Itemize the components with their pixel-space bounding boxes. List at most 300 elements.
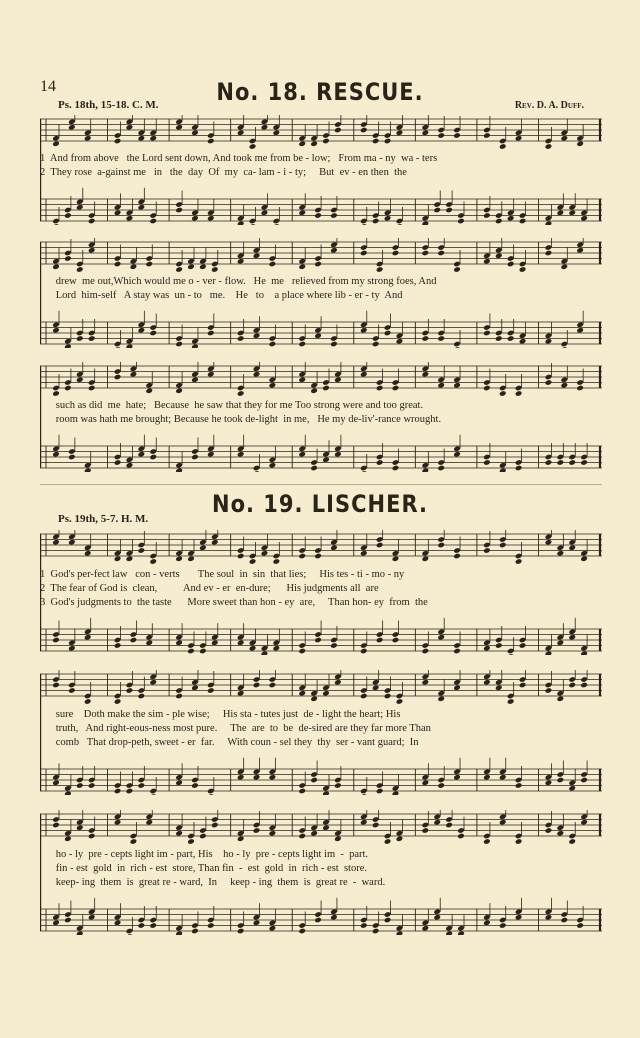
hymn-19-lyric-1-1: 1 God's per-fect law con - verts The soul in sin that lies; His tes - ti - mo - ny	[40, 569, 405, 580]
note-head	[298, 209, 306, 216]
note-head	[322, 385, 330, 392]
note-head	[207, 215, 215, 222]
note-head	[84, 135, 92, 142]
note-head	[88, 247, 96, 254]
note-head	[453, 382, 461, 389]
note-head	[334, 376, 342, 383]
note-head	[138, 782, 146, 789]
note-head	[64, 385, 72, 392]
note-head	[515, 558, 523, 565]
note-head	[249, 143, 257, 150]
note-head	[360, 470, 368, 472]
note-head	[126, 933, 134, 935]
note-head	[145, 387, 153, 394]
note-head	[149, 679, 157, 686]
note-head	[576, 247, 584, 254]
note-head	[175, 555, 183, 562]
note-head	[314, 261, 322, 268]
note-head	[253, 682, 261, 689]
note-head	[396, 698, 404, 705]
note-head	[149, 218, 157, 225]
note-head	[298, 788, 306, 795]
note-head	[88, 914, 96, 921]
note-head	[422, 129, 430, 136]
note-head	[437, 132, 445, 139]
note-head	[557, 209, 565, 216]
note-head	[580, 459, 588, 466]
note-head	[237, 335, 245, 342]
note-head	[298, 690, 306, 697]
note-head	[52, 451, 60, 458]
note-head	[545, 914, 553, 921]
note-head	[130, 371, 138, 378]
bass-staff	[40, 188, 602, 225]
note-head	[422, 250, 430, 257]
note-head	[576, 327, 584, 334]
note-head	[495, 252, 503, 259]
note-head	[253, 371, 261, 378]
note-head	[495, 335, 503, 342]
note-head	[64, 212, 72, 219]
note-head	[372, 928, 380, 935]
note-head	[114, 819, 122, 826]
hymn-18-meter: Ps. 18th, 15-18. C. M.	[58, 99, 159, 111]
note-head	[68, 645, 76, 652]
note-head	[314, 917, 322, 924]
note-head	[237, 690, 245, 697]
note-head	[360, 250, 368, 257]
note-head	[384, 215, 392, 222]
note-head	[372, 218, 380, 225]
note-head	[88, 833, 96, 840]
note-head	[253, 919, 261, 926]
note-head	[207, 451, 215, 458]
note-head	[261, 209, 269, 216]
note-head	[483, 258, 491, 265]
bass-staff	[40, 898, 602, 935]
note-head	[298, 263, 306, 270]
note-head	[392, 637, 400, 644]
note-head	[138, 204, 146, 211]
note-head	[314, 637, 322, 644]
note-head	[392, 385, 400, 392]
note-head	[433, 819, 441, 826]
note-head	[175, 341, 183, 348]
note-head	[84, 698, 92, 705]
note-head	[261, 124, 269, 131]
note-head	[253, 252, 261, 259]
note-head	[568, 634, 576, 641]
note-head	[138, 135, 146, 142]
note-head	[68, 124, 76, 131]
note-head	[175, 830, 183, 837]
note-head	[138, 693, 146, 700]
hymn-19-lyric-2-1: sure Doth make the sim - ple wise; His sta - tutes just de - light the heart; His	[40, 709, 401, 720]
note-head	[330, 247, 338, 254]
bass-staff	[40, 311, 602, 348]
note-head	[76, 782, 84, 789]
note-head	[545, 459, 553, 466]
note-head	[253, 470, 261, 472]
bass-staff	[40, 758, 602, 795]
note-head	[568, 838, 576, 845]
note-head	[130, 838, 138, 845]
hymn-19-system-3	[40, 810, 602, 935]
note-head	[322, 456, 330, 463]
note-head	[211, 539, 219, 546]
note-head	[84, 550, 92, 557]
note-head	[457, 218, 465, 225]
note-head	[207, 330, 215, 337]
note-head	[76, 266, 84, 273]
hymn-19-lyric-1-2: 2 The fear of God is clean, And ev - er en-dure; His judgments all are	[40, 583, 379, 594]
note-head	[396, 338, 404, 345]
note-head	[298, 553, 306, 560]
note-head	[52, 822, 60, 829]
note-head	[207, 687, 215, 694]
note-head	[580, 215, 588, 222]
note-head	[187, 263, 195, 270]
note-head	[499, 922, 507, 929]
note-head	[445, 822, 453, 829]
note-head	[114, 788, 122, 795]
note-head	[515, 135, 523, 142]
note-head	[175, 779, 183, 786]
note-head	[437, 335, 445, 342]
note-head	[211, 822, 219, 829]
note-head	[273, 645, 281, 652]
note-head	[396, 223, 404, 225]
note-head	[269, 682, 277, 689]
note-head	[191, 129, 199, 136]
note-head	[249, 223, 257, 225]
hymn-19-title: No. 19. LISCHER.	[212, 490, 428, 518]
note-head	[310, 465, 318, 472]
note-head	[314, 332, 322, 339]
note-head	[273, 129, 281, 136]
note-head	[330, 642, 338, 649]
note-head	[545, 687, 553, 694]
treble-staff	[40, 810, 602, 845]
note-head	[207, 371, 215, 378]
note-head	[483, 774, 491, 781]
note-head	[507, 698, 515, 705]
note-head	[84, 634, 92, 641]
note-head	[561, 917, 569, 924]
note-head	[396, 129, 404, 136]
note-head	[237, 451, 245, 458]
note-head	[576, 922, 584, 929]
note-head	[64, 917, 72, 924]
note-head	[145, 261, 153, 268]
hymn-19-lyric-2-3: comb That drop-peth, sweet - er far. With coun - sel they thy ser - vant guard; In	[40, 737, 419, 748]
note-head	[580, 819, 588, 826]
note-head	[437, 465, 445, 472]
note-head	[207, 922, 215, 929]
note-head	[580, 777, 588, 784]
note-head	[519, 642, 527, 649]
hymn-18-lyric-1-1: 1 And from above the Lord sent down, And took me from be - low; From ma - ny wa - ters	[40, 153, 438, 164]
note-head	[495, 218, 503, 225]
hymn-18-system-1	[40, 115, 602, 225]
note-head	[68, 687, 76, 694]
note-head	[253, 827, 261, 834]
note-head	[576, 140, 584, 147]
note-head	[483, 459, 491, 466]
note-head	[138, 451, 146, 458]
note-head	[52, 779, 60, 786]
note-head	[237, 553, 245, 560]
note-head	[507, 261, 515, 268]
note-head	[507, 335, 515, 342]
note-head	[76, 335, 84, 342]
note-head	[175, 207, 183, 214]
note-head	[273, 558, 281, 565]
note-head	[499, 774, 507, 781]
note-head	[330, 914, 338, 921]
note-head	[384, 917, 392, 924]
note-head	[360, 819, 368, 826]
note-head	[187, 555, 195, 562]
hymn-19-system-2	[40, 670, 602, 795]
note-head	[483, 132, 491, 139]
note-head	[545, 539, 553, 546]
note-head	[376, 788, 384, 795]
note-head	[507, 653, 515, 655]
note-head	[360, 550, 368, 557]
note-head	[191, 684, 199, 691]
note-head	[310, 830, 318, 837]
hymn-18-lyric-2-2: Lord him-self A stay was un - to me. He to a place where lib - er - ty And	[40, 290, 403, 301]
note-head	[561, 135, 569, 142]
note-head	[191, 376, 199, 383]
note-head	[138, 922, 146, 929]
hymn-18-lyric-3-2: room was hath me brought; Because he took de-light in me, He my de-liv'-rance wrought.	[40, 414, 442, 425]
hymn-19-lyric-1-3: 3 God's judgments to the taste More sweet than hon - ey are, Than hon- ey from the	[40, 597, 428, 608]
note-head	[330, 341, 338, 348]
note-head	[384, 693, 392, 700]
note-head	[360, 693, 368, 700]
note-head	[175, 124, 183, 131]
note-head	[298, 451, 306, 458]
treble-staff	[40, 670, 602, 705]
note-head	[298, 341, 306, 348]
note-head	[515, 782, 523, 789]
note-head	[273, 223, 281, 225]
note-head	[149, 135, 157, 142]
note-head	[269, 925, 277, 932]
note-head	[330, 544, 338, 551]
note-head	[519, 218, 527, 225]
note-head	[568, 785, 576, 792]
note-head	[495, 684, 503, 691]
hymn-18-system-2	[40, 238, 602, 348]
note-head	[68, 454, 76, 461]
note-head	[298, 928, 306, 935]
note-head	[576, 385, 584, 392]
note-head	[422, 827, 430, 834]
note-head	[149, 330, 157, 337]
note-head	[114, 261, 122, 268]
note-head	[249, 558, 257, 565]
hymn-18-author: Rev. D. A. Duff.	[514, 100, 584, 111]
note-head	[76, 204, 84, 211]
note-head	[445, 207, 453, 214]
note-head	[483, 919, 491, 926]
note-head	[568, 209, 576, 216]
note-head	[126, 687, 134, 694]
note-head	[360, 327, 368, 334]
note-head	[545, 827, 553, 834]
note-head	[519, 266, 527, 273]
note-head	[422, 555, 430, 562]
note-head	[298, 648, 306, 655]
note-head	[322, 824, 330, 831]
treble-staff	[40, 238, 602, 273]
note-head	[126, 215, 134, 222]
note-head	[384, 138, 392, 145]
note-head	[88, 782, 96, 789]
note-head	[499, 390, 507, 397]
note-head	[360, 127, 368, 134]
note-head	[298, 140, 306, 147]
note-head	[237, 835, 245, 842]
note-head	[372, 138, 380, 145]
note-head	[191, 454, 199, 461]
hymn-19-lyric-3-2: fin - est gold in rich - est store, Than fin - est gold in rich - est store.	[40, 863, 367, 874]
note-head	[114, 642, 122, 649]
note-head	[557, 639, 565, 646]
note-head	[376, 459, 384, 466]
note-head	[114, 209, 122, 216]
note-head	[392, 250, 400, 257]
hymn-18-title: No. 18. RESCUE.	[216, 78, 424, 106]
note-head	[457, 833, 465, 840]
note-head	[149, 922, 157, 929]
note-head	[269, 462, 277, 469]
note-head	[237, 129, 245, 136]
note-head	[330, 212, 338, 219]
note-head	[334, 127, 342, 134]
note-head	[175, 693, 183, 700]
note-head	[76, 376, 84, 383]
note-head	[392, 555, 400, 562]
note-head	[52, 223, 60, 225]
note-head	[130, 637, 138, 644]
hymn-18-lyric-3-1: such as did me hate; Because he saw that they for me Too strong were and too great.	[40, 400, 424, 411]
treble-staff	[40, 362, 602, 397]
note-head	[114, 555, 122, 562]
note-head	[298, 376, 306, 383]
note-head	[68, 539, 76, 546]
note-head	[52, 327, 60, 334]
note-head	[114, 374, 122, 381]
note-head	[130, 263, 138, 270]
note-head	[545, 250, 553, 257]
note-head	[483, 385, 491, 392]
note-head	[114, 346, 122, 348]
note-head	[515, 465, 523, 472]
note-head	[372, 822, 380, 829]
note-head	[114, 698, 122, 705]
note-head	[453, 648, 461, 655]
note-head	[422, 679, 430, 686]
note-head	[175, 387, 183, 394]
note-head	[52, 539, 60, 546]
note-head	[483, 547, 491, 554]
note-head	[437, 634, 445, 641]
note-head	[437, 695, 445, 702]
note-head	[149, 454, 157, 461]
hymn-19-meter: Ps. 19th, 5-7. H. M.	[58, 513, 149, 525]
note-head	[453, 451, 461, 458]
note-head	[433, 914, 441, 921]
note-head	[52, 140, 60, 147]
note-head	[310, 140, 318, 147]
note-head	[199, 648, 207, 655]
note-head	[334, 835, 342, 842]
note-head	[561, 346, 569, 348]
note-head	[422, 925, 430, 932]
note-head	[545, 379, 553, 386]
note-head	[269, 341, 277, 348]
note-head	[360, 648, 368, 655]
note-head	[126, 462, 134, 469]
note-head	[376, 542, 384, 549]
section-divider	[40, 484, 602, 485]
note-head	[199, 833, 207, 840]
note-head	[437, 250, 445, 257]
note-head	[310, 695, 318, 702]
note-head	[545, 143, 553, 150]
note-head	[269, 774, 277, 781]
treble-staff	[40, 530, 602, 565]
note-head	[52, 390, 60, 397]
note-head	[499, 542, 507, 549]
note-head	[88, 218, 96, 225]
note-head	[495, 642, 503, 649]
note-head	[138, 547, 146, 554]
note-head	[126, 124, 134, 131]
hymn-18-system-3	[40, 362, 602, 472]
note-head	[52, 919, 60, 926]
note-head	[253, 774, 261, 781]
note-head	[211, 266, 219, 273]
note-head	[269, 382, 277, 389]
note-head	[298, 833, 306, 840]
note-head	[422, 648, 430, 655]
note-head	[483, 645, 491, 652]
note-head	[545, 779, 553, 786]
note-head	[52, 682, 60, 689]
note-head	[360, 223, 368, 225]
note-head	[191, 928, 199, 935]
note-head	[483, 838, 491, 845]
note-head	[437, 542, 445, 549]
note-head	[187, 648, 195, 655]
note-head	[145, 819, 153, 826]
note-head	[237, 390, 245, 397]
note-head	[499, 143, 507, 150]
note-head	[384, 838, 392, 845]
note-head	[561, 382, 569, 389]
note-head	[199, 544, 207, 551]
note-head	[557, 550, 565, 557]
note-head	[237, 928, 245, 935]
note-head	[114, 919, 122, 926]
note-head	[557, 459, 565, 466]
note-head	[453, 266, 461, 273]
